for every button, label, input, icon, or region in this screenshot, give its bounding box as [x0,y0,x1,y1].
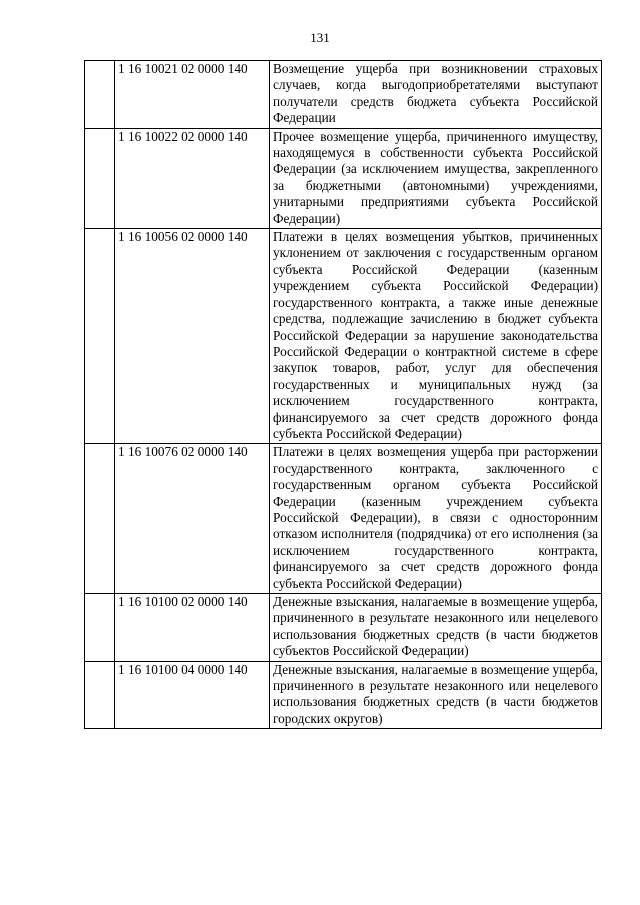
page-number: 131 [310,30,330,45]
description-cell: Денежные взыскания, налагаемые в возмещение ущерба, причиненного в результате незаконного или нецелевого использования бюджетных средств (в части бюджетов субъектов Российской Федерации) [270,594,602,662]
budget-classification-table [84,60,602,729]
code-cell: 1 16 10021 02 0000 140 [115,61,270,129]
row-number-cell [85,594,115,662]
description-cell: Денежные взыскания, налагаемые в возмещение ущерба, причиненного в результате незаконного или нецелевого использования бюджетных средств (в части бюджетов городских округов) [270,661,602,729]
description-cell: Возмещение ущерба при возникновении страховых случаев, когда выгодоприобретателями выступают получатели средств бюджета субъекта Российской Федерации [270,61,602,129]
description-cell: Платежи в целях возмещения ущерба при расторжении государственного контракта, заключенного с государственным органом субъекта Российской Федерации (казенным учреждением субъекта Российской Федерации), в связи с односторонним отказом исполнителя (подрядчика) от его исполнения (за исключением государственного контракта, финансируемого за счет средств дорожного фонда субъекта Российской Федерации) [270,444,602,594]
table-row [85,128,602,228]
code-cell: 1 16 10076 02 0000 140 [115,444,270,594]
description-cell: Прочее возмещение ущерба, причиненного имуществу, находящемуся в собственности субъекта Российской Федерации (за исключением имущества, закрепленного за бюджетными (автономными) учреждениями, унитарными предприятиями субъекта Российской Федерации) [270,128,602,228]
table-row [85,229,602,444]
code-cell: 1 16 10022 02 0000 140 [115,128,270,228]
description-cell: Платежи в целях возмещения убытков, причиненных уклонением от заключения с государственным органом субъекта Российской Федерации (казенным учреждением субъекта Российской Федерации) государственного контракта, а также иные денежные средства, подлежащие зачислению в бюджет субъекта Российской Федерации за нарушение законодательства Российской Федерации о контрактной системе в сфере закупок товаров, работ, услуг для обеспечения государственных и муниципальных нужд (за исключением государственного контракта, финансируемого за счет средств дорожного фонда субъекта Российской Федерации) [270,229,602,444]
row-number-cell [85,444,115,594]
code-cell: 1 16 10056 02 0000 140 [115,229,270,444]
table-row [85,594,602,662]
table-row [85,661,602,729]
row-number-cell [85,61,115,129]
table-row [85,61,602,129]
row-number-cell [85,229,115,444]
row-number-cell [85,661,115,729]
table-row [85,444,602,594]
code-cell: 1 16 10100 04 0000 140 [115,661,270,729]
code-cell: 1 16 10100 02 0000 140 [115,594,270,662]
row-number-cell [85,128,115,228]
